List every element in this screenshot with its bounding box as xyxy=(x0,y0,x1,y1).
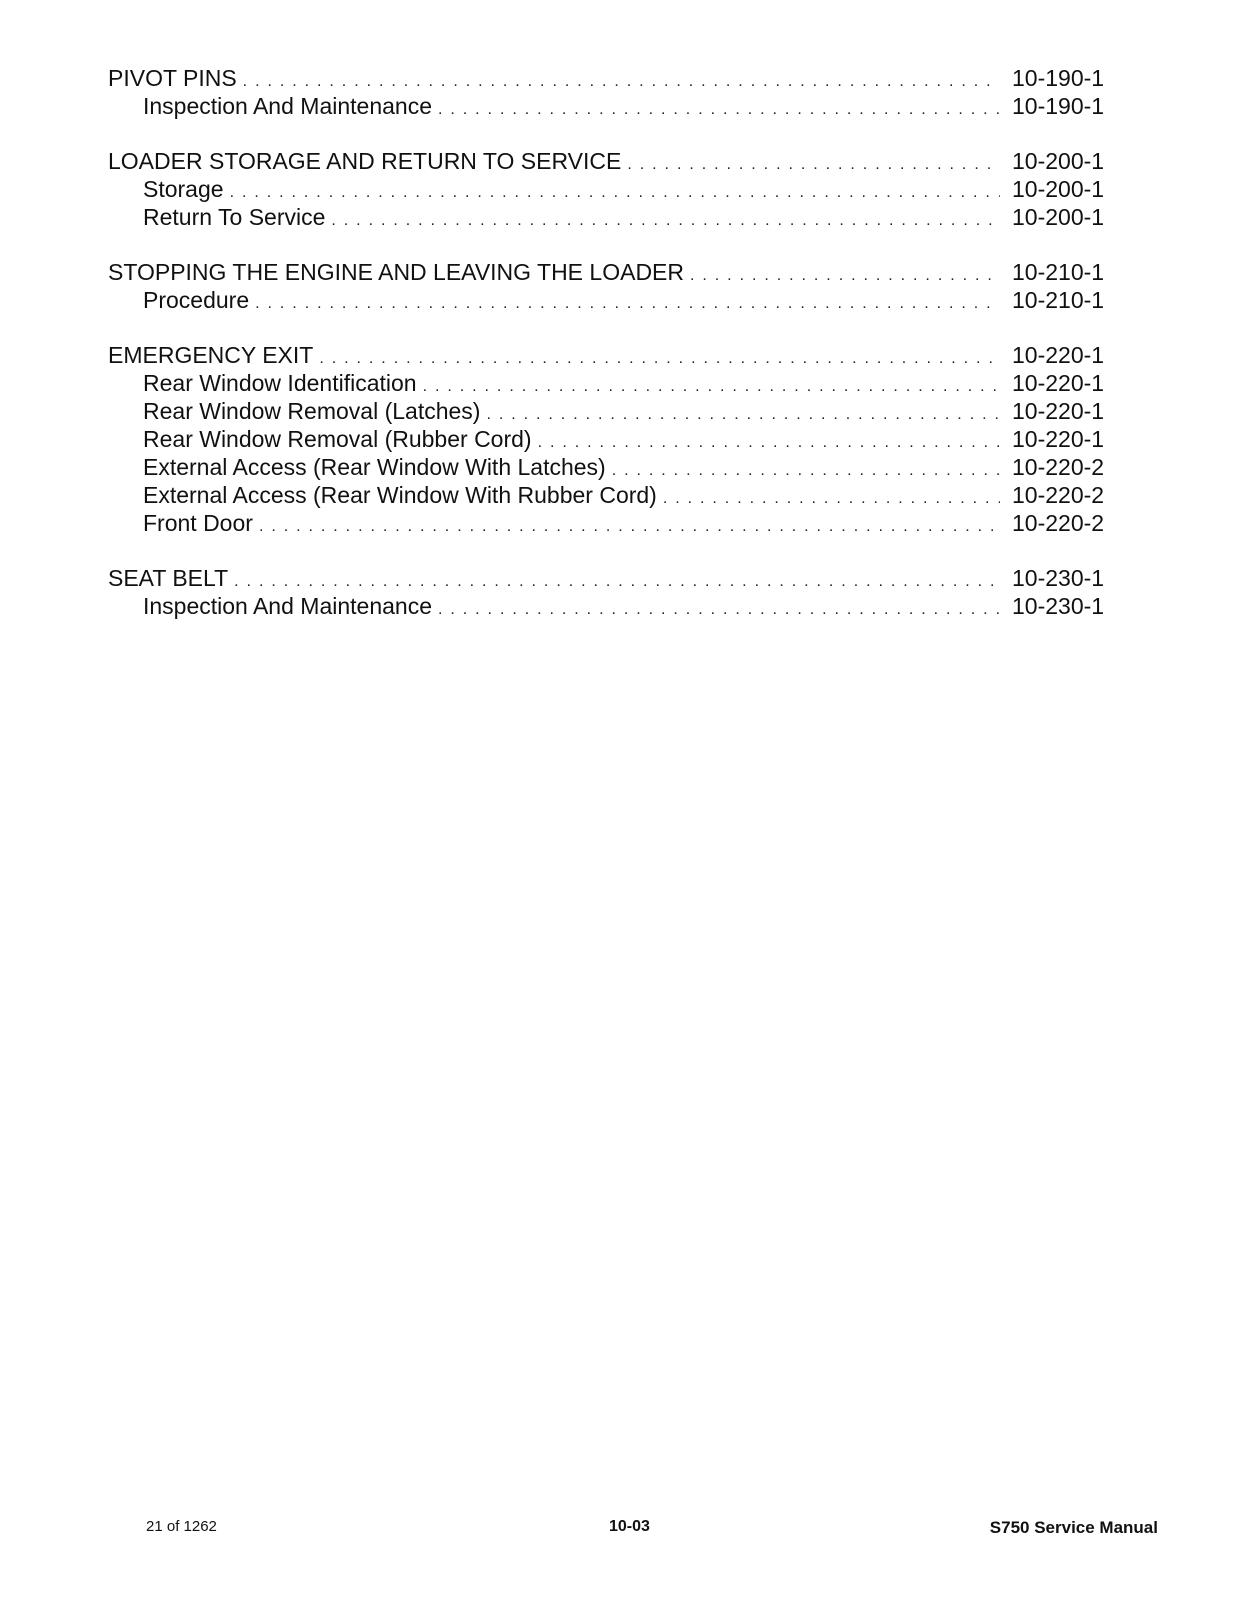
toc-subentry-page: 10-220-1 xyxy=(1012,426,1105,452)
toc-subentry-page: 10-220-1 xyxy=(1012,398,1105,424)
toc-subentry[interactable] xyxy=(108,92,1104,120)
toc-subentry[interactable] xyxy=(108,397,1104,425)
toc-entry-title: LOADER STORAGE AND RETURN TO SERVICE xyxy=(108,148,622,174)
toc-subentry-title: Rear Window Removal (Rubber Cord) xyxy=(143,426,532,452)
toc-subentry-page: 10-210-1 xyxy=(1012,287,1105,313)
toc-subentry-title: Return To Service xyxy=(143,204,326,230)
toc-entry-page: 10-230-1 xyxy=(1012,565,1105,591)
toc-subentry-page: 10-190-1 xyxy=(1012,93,1105,119)
toc-entry[interactable] xyxy=(108,564,1104,592)
toc-subentry-title: Procedure xyxy=(143,287,250,313)
toc-entry[interactable] xyxy=(108,64,1104,92)
toc-entry[interactable] xyxy=(108,341,1104,369)
toc-subentry-page: 10-220-2 xyxy=(1012,482,1105,508)
table-of-contents xyxy=(108,64,1104,647)
toc-section-emergency-exit xyxy=(108,341,1104,537)
dot-leader xyxy=(438,596,1000,624)
dot-leader xyxy=(438,96,1000,124)
dot-leader xyxy=(331,207,1000,235)
dot-leader xyxy=(663,485,1000,513)
toc-entry-title: EMERGENCY EXIT xyxy=(108,342,314,368)
toc-subentry-title: External Access (Rear Window With Rubber Cord) xyxy=(143,482,657,508)
toc-subentry-page: 10-220-1 xyxy=(1012,370,1105,396)
toc-entry-page: 10-210-1 xyxy=(1012,259,1105,285)
toc-subentry-page: 10-230-1 xyxy=(1012,593,1105,619)
toc-section-seat-belt xyxy=(108,564,1104,620)
toc-subentry-page: 10-220-2 xyxy=(1012,510,1105,536)
dot-leader xyxy=(259,513,1000,541)
dot-leader xyxy=(486,401,1000,429)
toc-subentry-page: 10-200-1 xyxy=(1012,204,1105,230)
dot-leader xyxy=(612,457,1000,485)
toc-entry-title: PIVOT PINS xyxy=(108,65,237,91)
toc-subentry-title: Inspection And Maintenance xyxy=(143,93,432,119)
toc-subentry[interactable] xyxy=(108,592,1104,620)
toc-subentry[interactable] xyxy=(108,453,1104,481)
toc-subentry[interactable] xyxy=(108,203,1104,231)
toc-section-stopping-engine xyxy=(108,258,1104,314)
dot-leader xyxy=(255,290,1000,318)
page-count: 21 of 1262 xyxy=(146,1518,217,1535)
toc-subentry[interactable] xyxy=(108,425,1104,453)
toc-subentry-title: Front Door xyxy=(143,510,253,536)
page-footer xyxy=(0,1518,1236,1538)
toc-subentry[interactable] xyxy=(108,175,1104,203)
toc-subentry[interactable] xyxy=(108,481,1104,509)
toc-subentry-title: Rear Window Removal (Latches) xyxy=(143,398,481,424)
dot-leader xyxy=(423,373,1000,401)
dot-leader xyxy=(690,262,1000,290)
manual-title: S750 Service Manual xyxy=(989,1518,1158,1537)
toc-subentry-title: External Access (Rear Window With Latches) xyxy=(143,454,606,480)
page-number: 10-03 xyxy=(609,1518,650,1535)
toc-entry-page: 10-220-1 xyxy=(1012,342,1105,368)
toc-subentry[interactable] xyxy=(108,509,1104,537)
toc-section-loader-storage xyxy=(108,147,1104,231)
toc-entry-page: 10-200-1 xyxy=(1012,148,1105,174)
toc-subentry-page: 10-200-1 xyxy=(1012,176,1105,202)
toc-entry-title: SEAT BELT xyxy=(108,565,229,591)
toc-entry-page: 10-190-1 xyxy=(1012,65,1105,91)
toc-subentry-title: Storage xyxy=(143,176,224,202)
toc-entry-title: STOPPING THE ENGINE AND LEAVING THE LOADER xyxy=(108,259,684,285)
dot-leader xyxy=(230,179,1000,207)
toc-subentry-title: Rear Window Identification xyxy=(143,370,417,396)
toc-entry[interactable] xyxy=(108,258,1104,286)
toc-section-pivot-pins xyxy=(108,64,1104,120)
toc-subentry-title: Inspection And Maintenance xyxy=(143,593,432,619)
toc-subentry[interactable] xyxy=(108,369,1104,397)
toc-subentry-page: 10-220-2 xyxy=(1012,454,1105,480)
toc-entry[interactable] xyxy=(108,147,1104,175)
dot-leader xyxy=(627,151,1000,179)
toc-subentry[interactable] xyxy=(108,286,1104,314)
